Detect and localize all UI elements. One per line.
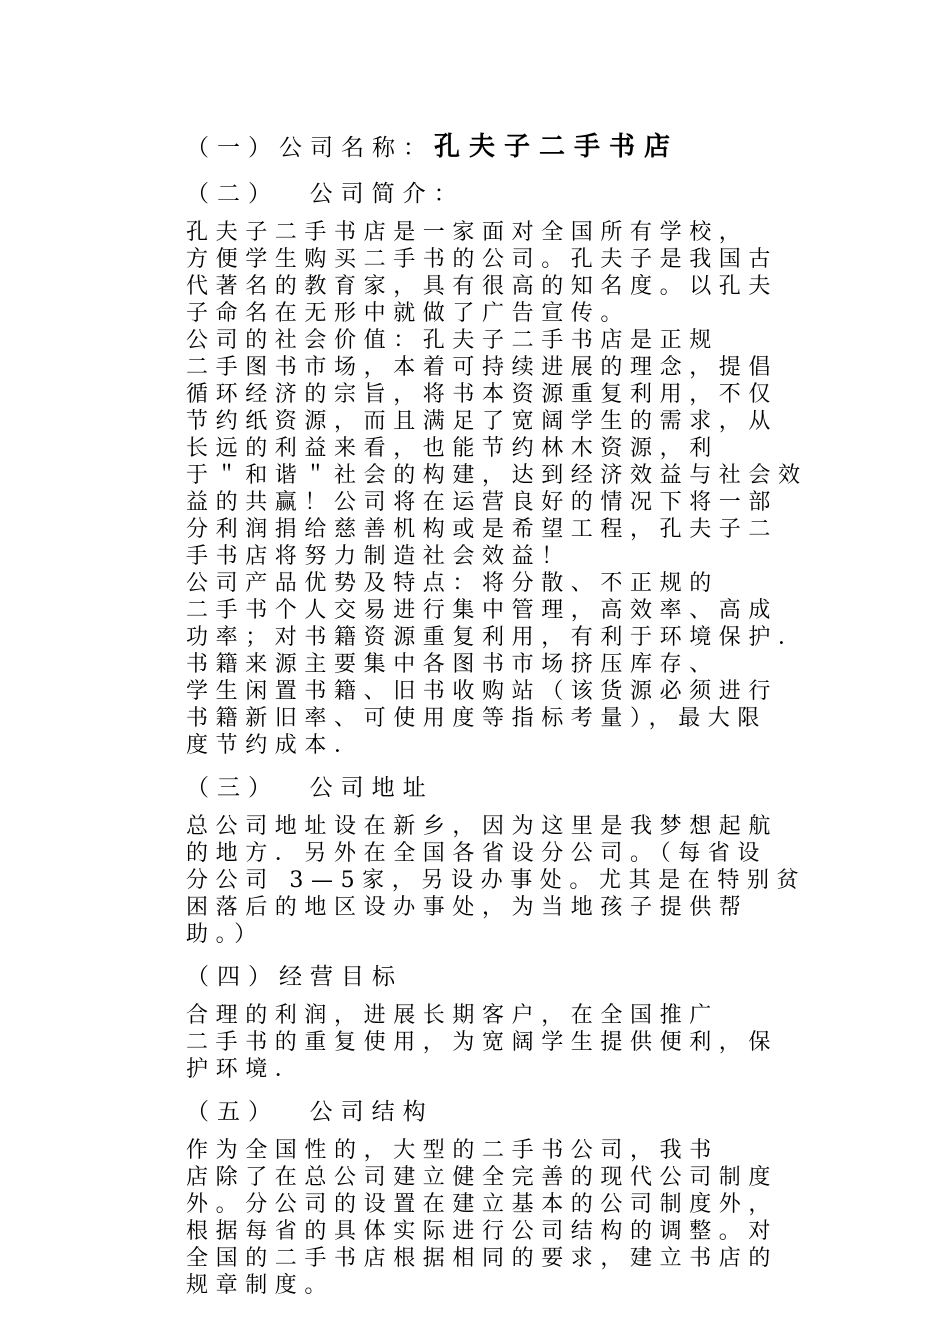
paragraph-line: 总公司地址设在新乡，因为这里是我梦想起航 (186, 814, 779, 839)
section-heading: （四）经营目标 (186, 964, 403, 990)
paragraph-line: 公司产品优势及特点：将分散、不正规的 (186, 571, 719, 596)
title-prefix: （一）公司名称： (186, 135, 434, 161)
paragraph-line: 助。） (186, 922, 264, 947)
paragraph-line: 于＂和谐＂社会的构建，达到经济效益与社会效 (186, 463, 808, 488)
paragraph-line: 子命名在无形中就做了广告宣传。 (186, 301, 631, 326)
section-heading: （二） 公司简介： (186, 181, 465, 207)
section-address (186, 771, 846, 948)
document-title (186, 130, 846, 165)
paragraph-line: 二手书个人交易进行集中管理，高效率、高成 (186, 598, 779, 623)
paragraph-line: 规章制度。 (186, 1273, 335, 1298)
paragraph-line: 护环境． (186, 1057, 305, 1082)
paragraph-line: 书籍新旧率、可使用度等指标考量），最大限 (186, 706, 768, 731)
paragraph-line: 公司的社会价值：孔夫子二手书店是正规 (186, 328, 719, 353)
paragraph-line: 二手书的重复使用，为宽阔学生提供便利，保 (186, 1030, 779, 1055)
section-body (186, 1137, 846, 1299)
paragraph-line: 手书店将努力制造社会效益！ (186, 544, 571, 569)
section-structure (186, 1095, 846, 1299)
paragraph-line: 根据每省的具体实际进行公司结构的调整。对 (186, 1219, 779, 1244)
paragraph-line: 店除了在总公司建立健全完善的现代公司制度 (186, 1165, 779, 1190)
paragraph-line: 合理的利润，进展长期客户，在全国推广 (186, 1003, 719, 1028)
section-body (186, 813, 846, 948)
paragraph-line: 代著名的教育家，具有很高的知名度。以孔夫 (186, 274, 779, 299)
paragraph-line: 书籍来源主要集中各图书市场挤压库存、 (186, 652, 719, 677)
company-name: 孔夫子二手书店 (434, 132, 680, 162)
paragraph-line: 全国的二手书店根据相同的要求，建立书店的 (186, 1246, 779, 1271)
section-heading: （三） 公司地址 (186, 775, 434, 801)
paragraph-line: 的地方．另外在全国各省设分公司。（每省设 (186, 841, 768, 866)
section-goals (186, 960, 846, 1083)
paragraph-line: 学生闲置书籍、旧书收购站（该货源必须进行 (186, 679, 779, 704)
section-body (186, 219, 846, 759)
paragraph-line: 循环经济的宗旨，将书本资源重复利用，不仅 (186, 382, 779, 407)
paragraph-line: 节约纸资源，而且满足了宽阔学生的需求，从 (186, 409, 779, 434)
section-body (186, 1002, 846, 1083)
paragraph-line: 益的共赢！公司将在运营良好的情况下将一部 (186, 490, 779, 515)
paragraph-line: 外。分公司的设置在建立基本的公司制度外， (186, 1192, 779, 1217)
document-page (186, 130, 846, 1299)
paragraph-line: 度节约成本． (186, 733, 364, 758)
paragraph-line: 长远的利益来看，也能节约林木资源，利 (186, 436, 719, 461)
paragraph-line: 困落后的地区设办事处，为当地孩子提供帮 (186, 895, 749, 920)
paragraph-line: 作为全国性的，大型的二手书公司，我书 (186, 1138, 719, 1163)
paragraph-line: 方便学生购买二手书的公司。孔夫子是我国古 (186, 247, 779, 272)
paragraph-line: 二手图书市场，本着可持续进展的理念，提倡 (186, 355, 779, 380)
section-intro (186, 177, 846, 759)
paragraph-line: 功率；对书籍资源重复利用，有利于环境保护． (186, 625, 808, 650)
paragraph-line: 孔夫子二手书店是一家面对全国所有学校， (186, 220, 749, 245)
section-heading: （五） 公司结构 (186, 1099, 434, 1125)
paragraph-line: 分公司 3—5家，另设办事处。尤其是在特别贫 (186, 868, 807, 893)
paragraph-line: 分利润捐给慈善机构或是希望工程，孔夫子二 (186, 517, 779, 542)
